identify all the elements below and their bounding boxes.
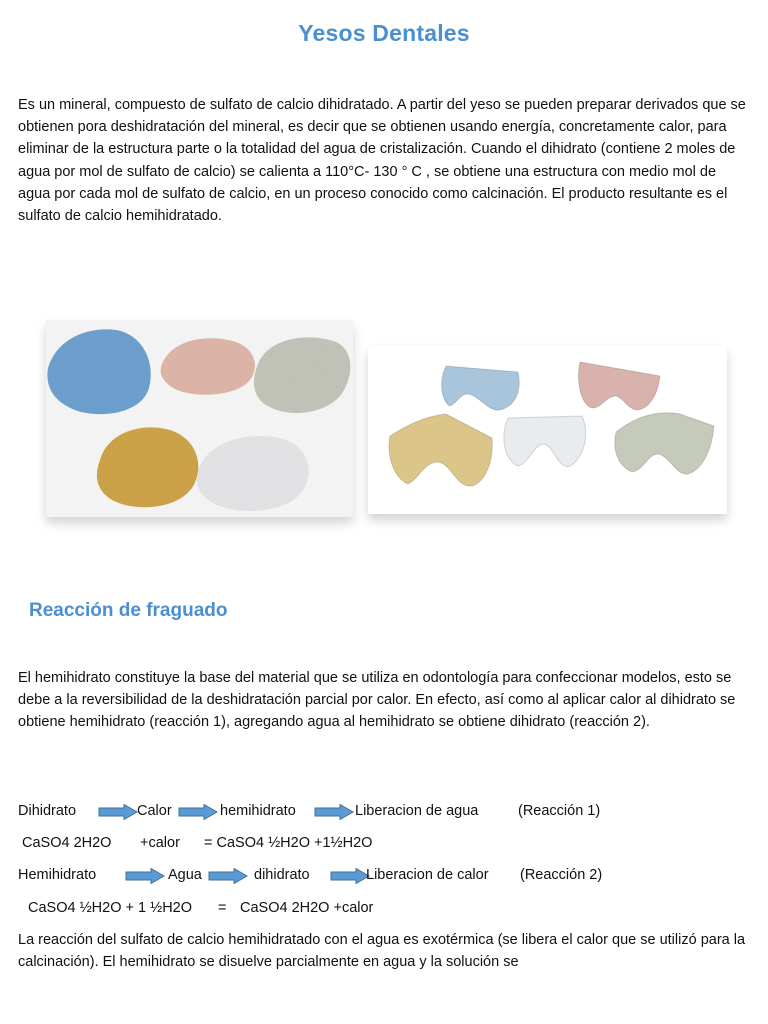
reaction-2-label: (Reacción 2) <box>520 867 603 883</box>
dental-models-photo <box>368 346 727 514</box>
reaction-1-flow <box>18 800 748 822</box>
section-title: Reacción de fraguado <box>29 600 228 621</box>
right-arrow-icon <box>314 804 354 820</box>
page-title: Yesos Dentales <box>298 20 470 46</box>
closing-paragraph: La reacción del sulfato de calcio hemihidratado con el agua es exotérmica (se libera el calor que se utilizó para la calcinación). El hemihidrato se disuelve parcialmente en agua y la solución se <box>18 932 746 971</box>
reaction-1-reactant: CaSO4 2H2O <box>22 835 112 851</box>
reaction-1-label: (Reacción 1) <box>518 803 601 819</box>
reaction-1-product: = CaSO4 ½H2O +1½H2O <box>204 835 373 851</box>
reaction-2-step-4: Liberacion de calor <box>366 867 489 883</box>
reaction-1-step-3: hemihidrato <box>220 803 296 819</box>
reaction-2-step-1: Hemihidrato <box>18 867 97 883</box>
right-arrow-icon <box>208 868 248 884</box>
right-arrow-icon <box>178 804 218 820</box>
reaction-2-step-2: Agua <box>168 867 202 883</box>
reaction-2-reactant: CaSO4 ½H2O + 1 ½H2O <box>28 900 193 916</box>
reaction-1-step-2: Calor <box>137 803 172 819</box>
intro-paragraph: Es un mineral, compuesto de sulfato de calcio dihidratado. A partir del yeso se pueden preparar derivados que se obtienen pora deshidratación del mineral, es decir que se obtienen usando energía, concretamente calor, para eliminar de la estructura parte o la totalidad del agua de cristalización. Cuando el dihidrato (contiene 2 moles de agua por mol de sulfato de calcio) se calienta a 110°C- 130 ° C , se obtiene una estructura con medio mol de agua por cada mol de sulfato de calcio, en un proceso conocido como calcinación. El producto resultante es el sulfato de calcio hemihidratado. <box>18 97 746 225</box>
reaction-1-step-1: Dihidrato <box>18 803 77 819</box>
right-arrow-icon <box>125 868 165 884</box>
right-arrow-icon <box>98 804 138 820</box>
reaction-1-heat: +calor <box>140 835 180 851</box>
reaction-2-equals: = <box>218 900 227 916</box>
reaction-2-flow <box>18 864 748 886</box>
reaction-2-step-3: dihidrato <box>254 867 310 883</box>
right-arrow-icon <box>330 868 370 884</box>
powders-photo <box>46 320 353 517</box>
section-paragraph: El hemihidrato constituye la base del material que se utiliza en odontología para confeccionar modelos, esto se debe a la reversibilidad de la deshidratación parcial por calor. En efecto, así como al aplicar calor al dihidrato se obtiene hemihidrato (reacción 1), agregando agua al hemihidrato se obtiene dihidrato (reacción 2). <box>18 670 736 731</box>
reaction-1-step-4: Liberacion de agua <box>355 803 479 819</box>
reaction-2-product: CaSO4 2H2O +calor <box>240 900 374 916</box>
